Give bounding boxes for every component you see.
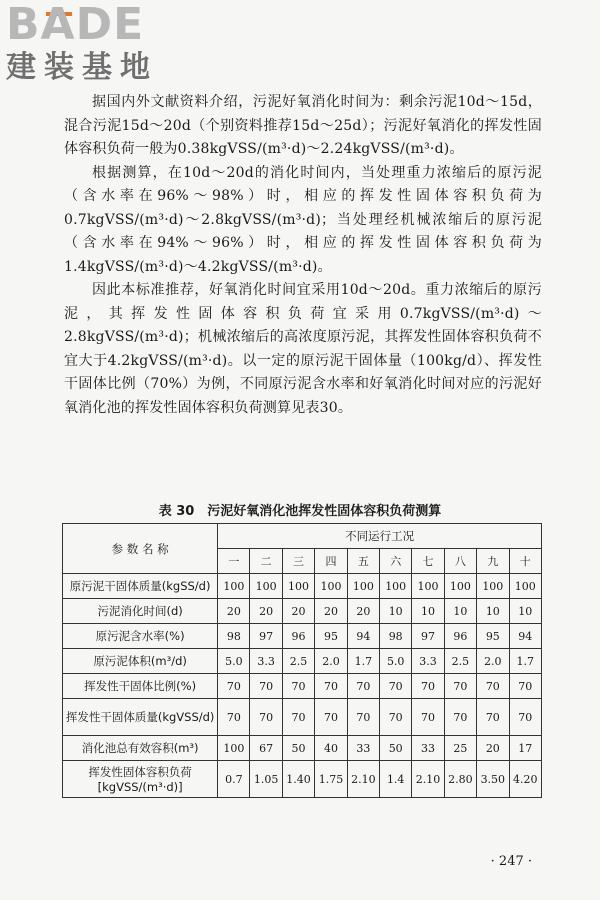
table-cell: 100 — [218, 574, 250, 599]
table-cell: 97 — [250, 624, 282, 649]
table-cell: 10 — [444, 599, 476, 624]
table-cell: 50 — [380, 736, 412, 761]
table-cell: 33 — [347, 736, 379, 761]
paragraph-2: 根据测算，在10d～20d的消化时间内，当处理重力浓缩后的原污泥（含水率在96%～98%）时，相应的挥发性固体容积负荷为0.7kgVSS/(m³·d)～2.8kgVSS/(m³·d)；当处理经机械浓缩后的原污泥（含水率在94%～96%）时，相应的挥发性固体容积负荷为1.4kgVSS/(m³·d)～4.2kgVSS/(m³·d)。 — [64, 164, 542, 275]
table-cell: 2.5 — [444, 649, 476, 674]
param-header: 参 数 名 称 — [63, 524, 218, 574]
table-cell: 70 — [477, 699, 509, 736]
table-cell: 5.0 — [218, 649, 250, 674]
table-cell: 70 — [315, 699, 347, 736]
table-cell: 96 — [282, 624, 314, 649]
logo-brand-text: BADE — [6, 0, 145, 50]
table-cell: 20 — [315, 599, 347, 624]
table-cell: 17 — [509, 736, 541, 761]
table-cell: 20 — [347, 599, 379, 624]
table-cell: 20 — [282, 599, 314, 624]
row-label: 挥发性固体容积负荷[kgVSS/(m³·d)] — [63, 761, 218, 798]
table-cell: 100 — [347, 574, 379, 599]
table-cell: 10 — [412, 599, 444, 624]
table-cell: 70 — [347, 699, 379, 736]
table-row — [63, 649, 542, 674]
table-cell: 100 — [444, 574, 476, 599]
table-cell: 100 — [250, 574, 282, 599]
table-cell: 70 — [444, 699, 476, 736]
table-cell: 100 — [477, 574, 509, 599]
table-cell: 100 — [380, 574, 412, 599]
table-cell: 3.50 — [477, 761, 509, 798]
table-cell: 70 — [250, 674, 282, 699]
condition-header: 二 — [250, 549, 282, 574]
table-cell: 70 — [444, 674, 476, 699]
body-text — [64, 91, 542, 420]
table-cell: 100 — [218, 736, 250, 761]
table-cell: 1.75 — [315, 761, 347, 798]
table-cell: 70 — [218, 699, 250, 736]
table-cell: 1.7 — [509, 649, 541, 674]
table-title: 表 30 污泥好氧消化池挥发性固体容积负荷测算 — [158, 504, 442, 519]
logo-subtitle: 建装基地 — [6, 50, 158, 85]
table-cell: 2.5 — [282, 649, 314, 674]
load-calculation-table — [62, 523, 542, 798]
table-cell: 94 — [347, 624, 379, 649]
table-cell: 2.0 — [477, 649, 509, 674]
row-label: 挥发性干固体比例(%) — [63, 674, 218, 699]
table-cell: 70 — [509, 674, 541, 699]
condition-header: 八 — [444, 549, 476, 574]
table-cell: 97 — [412, 624, 444, 649]
table-cell: 2.10 — [347, 761, 379, 798]
row-label: 消化池总有效容积(m³) — [63, 736, 218, 761]
table-cell: 1.05 — [250, 761, 282, 798]
table-row — [63, 574, 542, 599]
table-cell: 40 — [315, 736, 347, 761]
condition-header: 四 — [315, 549, 347, 574]
table-cell: 70 — [380, 699, 412, 736]
table-cell: 70 — [412, 699, 444, 736]
table-cell: 25 — [444, 736, 476, 761]
row-label: 原污泥干固体质量(kgSS/d) — [63, 574, 218, 599]
table-cell: 100 — [282, 574, 314, 599]
row-label: 原污泥含水率(%) — [63, 624, 218, 649]
condition-header: 五 — [347, 549, 379, 574]
table-cell: 95 — [315, 624, 347, 649]
table-cell: 20 — [218, 599, 250, 624]
table-cell: 33 — [412, 736, 444, 761]
table-cell: 94 — [509, 624, 541, 649]
row-label: 挥发性干固体质量(kgVSS/d) — [63, 699, 218, 736]
table-cell: 2.10 — [412, 761, 444, 798]
table-row — [63, 736, 542, 761]
table-cell: 70 — [250, 699, 282, 736]
table-cell: 20 — [477, 736, 509, 761]
table-cell: 2.80 — [444, 761, 476, 798]
condition-header: 十 — [509, 549, 541, 574]
table-cell: 70 — [282, 699, 314, 736]
table-cell: 10 — [477, 599, 509, 624]
table-cell: 95 — [477, 624, 509, 649]
table-cell: 1.4 — [380, 761, 412, 798]
table-cell: 100 — [315, 574, 347, 599]
table-cell: 70 — [412, 674, 444, 699]
table-cell: 1.40 — [282, 761, 314, 798]
group-header: 不同运行工况 — [218, 524, 542, 549]
row-label: 污泥消化时间(d) — [63, 599, 218, 624]
table-row — [63, 599, 542, 624]
table-cell: 96 — [444, 624, 476, 649]
table-cell: 70 — [477, 674, 509, 699]
table-cell: 5.0 — [380, 649, 412, 674]
brand-logo — [6, 2, 176, 88]
table-cell: 20 — [250, 599, 282, 624]
paragraph-3: 因此本标准推荐，好氧消化时间宜采用10d～20d。重力浓缩后的原污泥，其挥发性固体容积负荷宜采用0.7kgVSS/(m³·d)～2.8kgVSS/(m³·d)；机械浓缩后的高浓度原污泥，其挥发性固体容积负荷不宜大于4.2kgVSS/(m³·d)。以一定的原污泥干固体量（100kg/d）、挥发性干固体比例（70%）为例，不同原污泥含水率和好氧消化时间对应的污泥好氧消化池的挥发性固体容积负荷测算见表30。 — [64, 282, 542, 416]
table-cell: 70 — [315, 674, 347, 699]
table-cell: 70 — [347, 674, 379, 699]
table-cell: 0.7 — [218, 761, 250, 798]
table-cell: 98 — [380, 624, 412, 649]
paragraph-1: 据国内外文献资料介绍，污泥好氧消化时间为：剩余污泥10d～15d，混合污泥15d～20d（个别资料推荐15d～25d）；污泥好氧消化的挥发性固体容积负荷一般为0.38kgVSS/(m³·d)～2.24kgVSS/(m³·d)。 — [64, 94, 542, 157]
table-cell: 70 — [282, 674, 314, 699]
table-cell: 100 — [509, 574, 541, 599]
table-row — [63, 674, 542, 699]
condition-header: 九 — [477, 549, 509, 574]
table-header-row — [63, 524, 542, 549]
table-cell: 100 — [412, 574, 444, 599]
table-cell: 70 — [509, 699, 541, 736]
table-cell: 50 — [282, 736, 314, 761]
page-number: · 247 · — [490, 854, 532, 869]
table-cell: 4.20 — [509, 761, 541, 798]
condition-header: 六 — [380, 549, 412, 574]
table-cell: 3.3 — [250, 649, 282, 674]
table-cell: 70 — [380, 674, 412, 699]
table-row — [63, 699, 542, 736]
table-row — [63, 761, 542, 798]
table-cell: 10 — [380, 599, 412, 624]
condition-header: 三 — [282, 549, 314, 574]
table-cell: 70 — [218, 674, 250, 699]
condition-header: 一 — [218, 549, 250, 574]
table-cell: 10 — [509, 599, 541, 624]
table-cell: 67 — [250, 736, 282, 761]
table-row — [63, 624, 542, 649]
condition-header: 七 — [412, 549, 444, 574]
table-cell: 2.0 — [315, 649, 347, 674]
table-cell: 1.7 — [347, 649, 379, 674]
row-label: 原污泥体积(m³/d) — [63, 649, 218, 674]
table-cell: 98 — [218, 624, 250, 649]
table-cell: 3.3 — [412, 649, 444, 674]
